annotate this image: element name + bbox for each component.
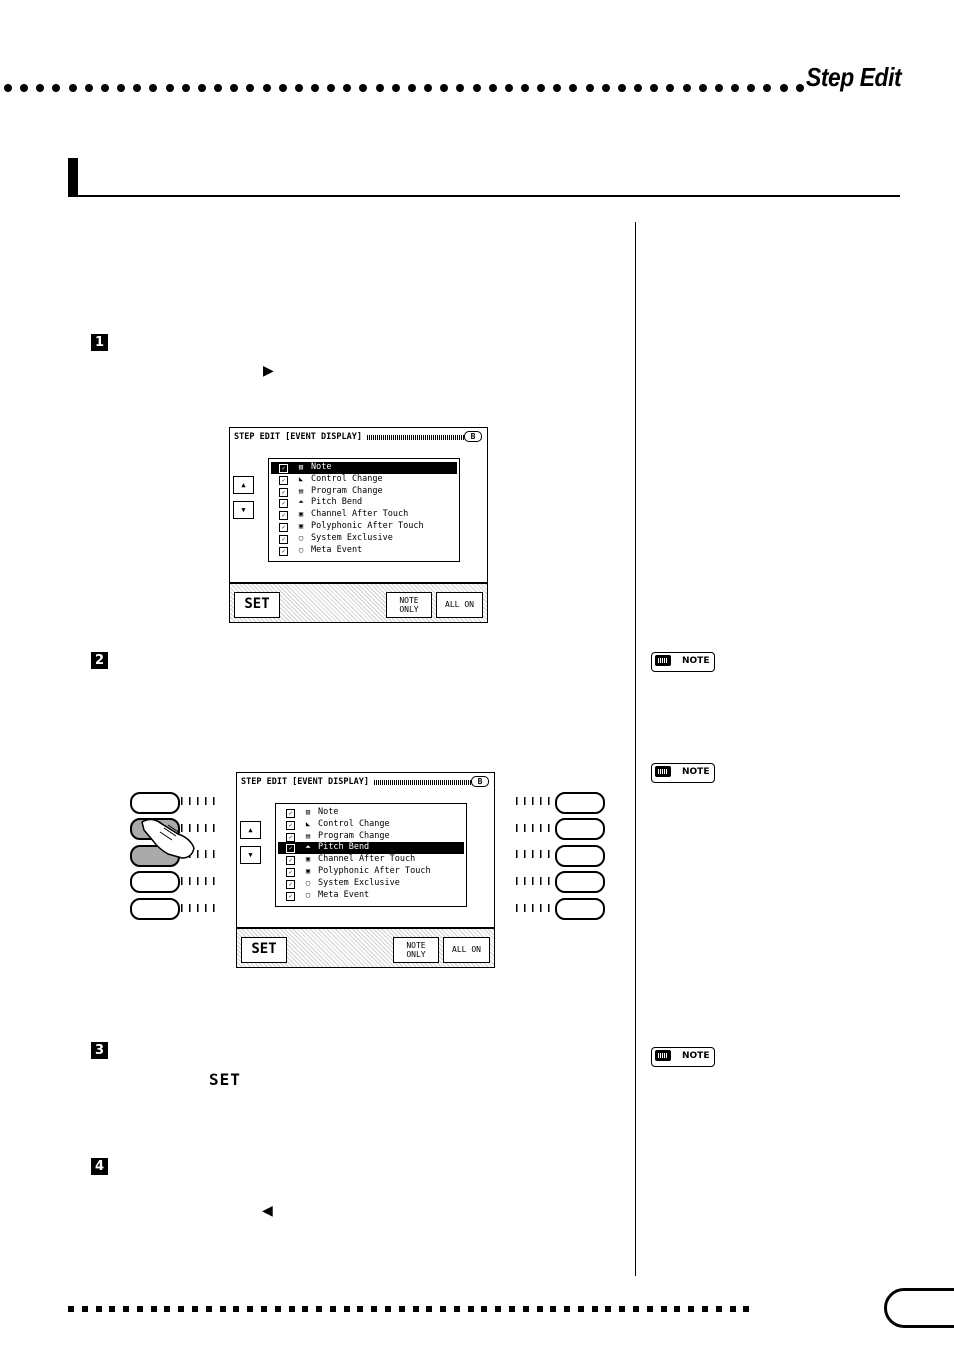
note-only-button[interactable] xyxy=(386,592,432,618)
section-rule xyxy=(68,195,900,197)
checkbox-icon[interactable]: ✓ xyxy=(286,809,295,818)
note-label: NOTE xyxy=(682,1051,710,1061)
step-number-3: 3 xyxy=(91,1042,108,1059)
event-row[interactable] xyxy=(271,474,457,486)
event-row[interactable] xyxy=(271,521,457,533)
scroll-up-button[interactable]: ▲ xyxy=(233,476,254,494)
header-dotted-rule xyxy=(4,84,804,94)
left-ticks xyxy=(181,797,219,805)
right-ticks xyxy=(516,824,554,832)
event-row-label: Program Change xyxy=(311,485,383,496)
right-panel-button-1[interactable] xyxy=(555,792,605,814)
step-number-1: 1 xyxy=(91,334,108,351)
event-type-list xyxy=(268,458,460,562)
event-type-icon: ▣ xyxy=(305,855,311,864)
right-ticks xyxy=(516,797,554,805)
event-type-icon: ▥ xyxy=(305,808,311,816)
note-label: NOTE xyxy=(682,656,710,666)
footer-dotted-rule xyxy=(68,1306,750,1312)
checkbox-icon[interactable]: ✓ xyxy=(279,511,288,520)
right-panel-button-2[interactable] xyxy=(555,818,605,840)
title-hatch xyxy=(367,435,465,440)
event-type-icon: ▤ xyxy=(298,486,304,495)
button-bar xyxy=(230,582,487,622)
event-type-icon: ◣ xyxy=(298,474,304,483)
event-row[interactable] xyxy=(278,819,464,831)
event-row[interactable] xyxy=(271,497,457,509)
left-panel-button-1[interactable] xyxy=(130,792,180,814)
event-type-icon: ▣ xyxy=(298,522,304,530)
event-row[interactable] xyxy=(278,807,464,819)
checkbox-icon[interactable]: ✓ xyxy=(286,856,295,865)
event-row-label: Control Change xyxy=(311,473,383,484)
event-row[interactable] xyxy=(271,533,457,545)
event-row[interactable] xyxy=(278,866,464,878)
event-row[interactable] xyxy=(278,890,464,902)
page-number-tab xyxy=(884,1288,954,1328)
left-panel-button-5[interactable] xyxy=(130,898,180,920)
right-ticks xyxy=(516,877,554,885)
event-row[interactable] xyxy=(271,486,457,498)
all-on-button[interactable]: ALL ON xyxy=(443,937,490,963)
lcd-screen-event-display xyxy=(229,427,488,623)
page-title: Step Edit xyxy=(806,62,902,92)
event-type-icon: ▢ xyxy=(298,545,304,554)
checkbox-icon[interactable]: ✓ xyxy=(279,523,288,532)
event-row[interactable] xyxy=(278,842,464,854)
note-icon xyxy=(651,763,715,783)
note-icon xyxy=(651,652,715,672)
event-type-icon: ▢ xyxy=(305,890,311,899)
right-ticks xyxy=(516,850,554,858)
event-type-icon: ▥ xyxy=(298,463,304,471)
left-arrow-icon: ◀ xyxy=(262,1203,273,1219)
event-row-label: Polyphonic After Touch xyxy=(318,866,431,876)
left-panel-button-4[interactable] xyxy=(130,871,180,893)
event-row-label: Pitch Bend xyxy=(318,842,370,853)
all-on-button[interactable]: ALL ON xyxy=(436,592,483,618)
event-row-label: Channel After Touch xyxy=(318,854,416,865)
event-type-icon: ▢ xyxy=(305,878,311,887)
right-panel-button-4[interactable] xyxy=(555,871,605,893)
checkbox-icon[interactable]: ✓ xyxy=(286,821,295,830)
event-row-label: Note xyxy=(318,807,339,817)
left-ticks xyxy=(181,904,219,912)
screen-title: STEP EDIT [EVENT DISPLAY] xyxy=(234,432,362,442)
checkbox-icon[interactable]: ✓ xyxy=(279,464,288,473)
note-only-line1: NOTE xyxy=(406,941,426,950)
checkbox-icon[interactable]: ✓ xyxy=(286,868,295,877)
checkbox-icon[interactable]: ✓ xyxy=(286,892,295,901)
event-row-label: Meta Event xyxy=(318,889,370,900)
event-row[interactable] xyxy=(271,509,457,521)
event-row-label: Note xyxy=(311,462,332,472)
event-type-icon: ◣ xyxy=(305,819,311,828)
note-label: NOTE xyxy=(682,767,710,777)
screen-title: STEP EDIT [EVENT DISPLAY] xyxy=(241,777,369,787)
checkbox-icon[interactable]: ✓ xyxy=(279,488,288,497)
event-row-label: Pitch Bend xyxy=(311,497,363,508)
scroll-down-button[interactable]: ▼ xyxy=(233,501,254,519)
note-only-line1: NOTE xyxy=(399,596,419,605)
keyboard-icon xyxy=(655,766,671,777)
event-row[interactable] xyxy=(271,545,457,557)
set-button[interactable]: SET xyxy=(241,937,287,963)
keyboard-icon xyxy=(655,655,671,666)
lcd-screen-event-display-2 xyxy=(236,772,495,968)
keyboard-icon xyxy=(655,1050,671,1061)
left-ticks xyxy=(181,877,219,885)
note-icon xyxy=(651,1047,715,1067)
right-panel-button-5[interactable] xyxy=(555,898,605,920)
step-number-2: 2 xyxy=(91,652,108,669)
button-bar xyxy=(237,927,494,967)
note-only-button[interactable] xyxy=(393,937,439,963)
event-row[interactable] xyxy=(278,831,464,843)
scroll-down-button[interactable]: ▼ xyxy=(240,846,261,864)
scroll-up-button[interactable]: ▲ xyxy=(240,821,261,839)
page-badge: B xyxy=(471,776,489,787)
event-row[interactable] xyxy=(271,462,457,474)
page-badge: B xyxy=(464,431,482,442)
event-type-icon: ⏶ xyxy=(298,498,304,507)
checkbox-icon[interactable]: ✓ xyxy=(279,547,288,556)
event-row-label: System Exclusive xyxy=(311,532,393,543)
right-ticks xyxy=(516,904,554,912)
checkbox-icon[interactable]: ✓ xyxy=(286,833,295,842)
right-panel-button-3[interactable] xyxy=(555,845,605,867)
checkbox-icon[interactable]: ✓ xyxy=(279,499,288,508)
right-arrow-icon: ▶ xyxy=(263,363,274,379)
set-button[interactable]: SET xyxy=(234,592,280,618)
event-type-list xyxy=(275,803,467,907)
event-type-icon: ▢ xyxy=(298,533,304,542)
column-divider xyxy=(635,222,636,1276)
checkbox-icon[interactable]: ✓ xyxy=(279,476,288,485)
event-row-label: Polyphonic After Touch xyxy=(311,521,424,531)
set-button-label: SET xyxy=(209,1070,241,1089)
event-row[interactable] xyxy=(278,854,464,866)
event-row-label: Channel After Touch xyxy=(311,509,409,520)
checkbox-icon[interactable]: ✓ xyxy=(279,535,288,544)
title-hatch xyxy=(374,780,472,785)
note-only-line2: ONLY xyxy=(406,950,426,959)
event-row-label: Control Change xyxy=(318,818,390,829)
event-row-label: Meta Event xyxy=(311,544,363,555)
event-row-label: Program Change xyxy=(318,830,390,841)
event-type-icon: ⏶ xyxy=(305,843,311,852)
checkbox-icon[interactable]: ✓ xyxy=(286,844,295,853)
finger-press-icon xyxy=(138,812,202,862)
checkbox-icon[interactable]: ✓ xyxy=(286,880,295,889)
event-type-icon: ▤ xyxy=(305,831,311,840)
note-only-line2: ONLY xyxy=(399,605,419,614)
event-type-icon: ▣ xyxy=(298,510,304,519)
event-row[interactable] xyxy=(278,878,464,890)
section-marker xyxy=(68,158,78,196)
event-type-icon: ▣ xyxy=(305,867,311,875)
event-row-label: System Exclusive xyxy=(318,877,400,888)
step-number-4: 4 xyxy=(91,1158,108,1175)
